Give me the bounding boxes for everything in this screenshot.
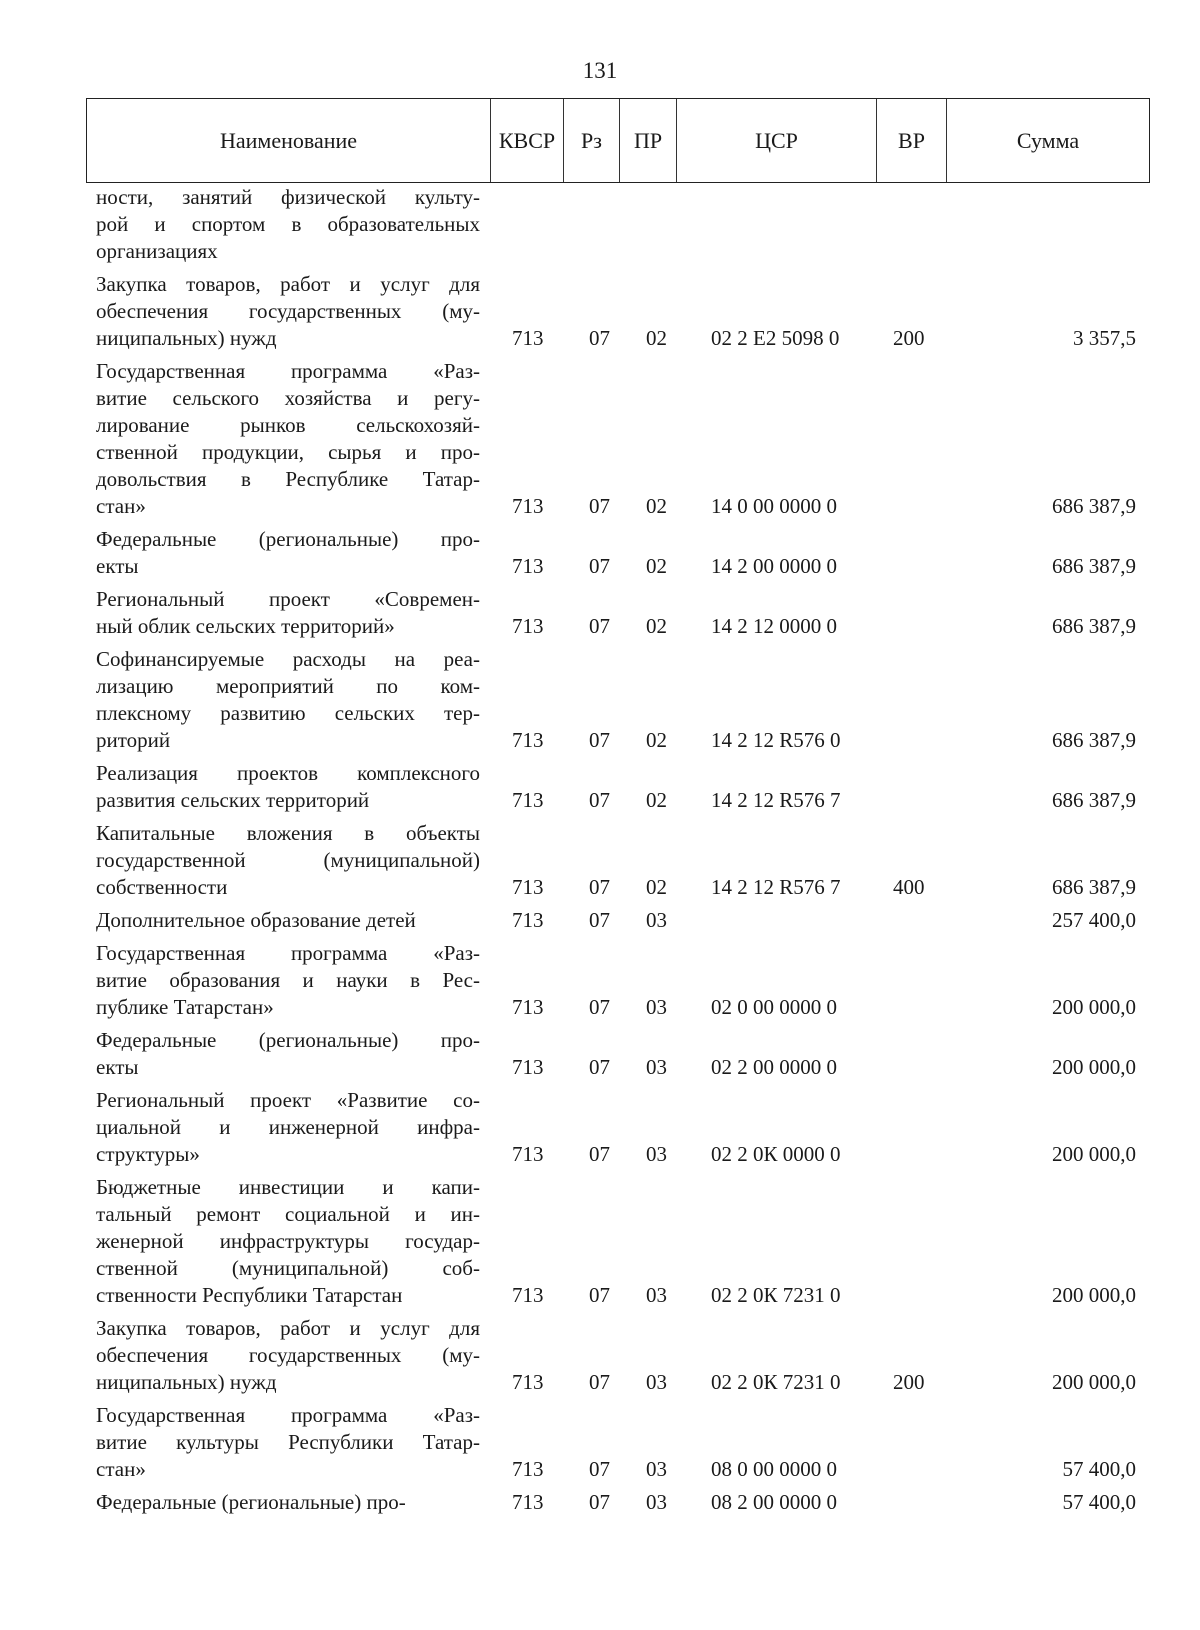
cell-sum: 200 000,0	[1052, 1283, 1136, 1307]
cell-pr: 03	[646, 1457, 667, 1481]
row-name-line: витие образования и науки в Рес-	[96, 968, 480, 992]
cell-csr: 14 2 12 R576 7	[711, 875, 841, 899]
cell-sum: 200 000,0	[1052, 1142, 1136, 1166]
cell-pr: 02	[646, 326, 667, 350]
row-name-line: довольствия в Республике Татар-	[96, 467, 480, 491]
cell-kvsr: 713	[512, 995, 544, 1019]
cell-rz: 07	[589, 1490, 610, 1514]
row-name-line: Государственная программа «Раз-	[96, 941, 480, 965]
cell-kvsr: 713	[512, 788, 544, 812]
row-name-line: Дополнительное образование детей	[96, 908, 416, 932]
cell-kvsr: 713	[512, 1142, 544, 1166]
cell-pr: 03	[646, 1142, 667, 1166]
row-name-line: Федеральные (региональные) про-	[96, 1028, 480, 1052]
cell-pr: 02	[646, 554, 667, 578]
cell-pr: 03	[646, 1055, 667, 1079]
column-header-rz: Рз	[564, 99, 620, 182]
table-row	[0, 1027, 1200, 1081]
cell-kvsr: 713	[512, 728, 544, 752]
table-row	[0, 526, 1200, 580]
table-row	[0, 646, 1200, 754]
row-codes	[0, 1282, 1200, 1309]
row-name-line: стан»	[96, 494, 146, 518]
cell-kvsr: 713	[512, 1283, 544, 1307]
row-name-line: стан»	[96, 1457, 146, 1481]
cell-sum: 200 000,0	[1052, 1370, 1136, 1394]
cell-kvsr: 713	[512, 875, 544, 899]
row-name-line: циальной и инженерной инфра-	[96, 1115, 480, 1139]
cell-kvsr: 713	[512, 1457, 544, 1481]
row-codes	[0, 787, 1200, 814]
table-row	[0, 586, 1200, 640]
row-name-line: ственной (муниципальной) соб-	[96, 1256, 480, 1280]
row-name-line: екты	[96, 1055, 139, 1079]
column-header-name: Наименование	[87, 99, 491, 182]
page-number: 131	[582, 58, 618, 83]
row-name-line: развития сельских территорий	[96, 788, 370, 812]
cell-rz: 07	[589, 995, 610, 1019]
cell-pr: 02	[646, 728, 667, 752]
cell-vr: 200	[893, 1370, 925, 1394]
row-name-line: рой и спортом в образовательных	[96, 212, 480, 236]
row-name-line: ниципальных) нужд	[96, 326, 277, 350]
row-name-line: екты	[96, 554, 139, 578]
cell-pr: 03	[646, 995, 667, 1019]
cell-pr: 02	[646, 875, 667, 899]
cell-sum: 686 387,9	[1052, 728, 1136, 752]
column-header-pr: ПР	[620, 99, 677, 182]
cell-csr: 02 2 0К 7231 0	[711, 1283, 841, 1307]
cell-vr: 400	[893, 875, 925, 899]
cell-sum: 200 000,0	[1052, 995, 1136, 1019]
table-row	[0, 1087, 1200, 1168]
row-codes	[0, 553, 1200, 580]
cell-kvsr: 713	[512, 614, 544, 638]
table-row	[0, 1402, 1200, 1483]
row-name-line: ственной продукции, сырья и про-	[96, 440, 480, 464]
cell-rz: 07	[589, 614, 610, 638]
cell-kvsr: 713	[512, 326, 544, 350]
row-name-line: Региональный проект «Развитие со-	[96, 1088, 480, 1112]
cell-sum: 686 387,9	[1052, 554, 1136, 578]
row-name-line: Государственная программа «Раз-	[96, 359, 480, 383]
row-name-line: государственной (муниципальной)	[96, 848, 480, 872]
cell-kvsr: 713	[512, 554, 544, 578]
column-header-vr: ВР	[877, 99, 947, 182]
cell-kvsr: 713	[512, 1370, 544, 1394]
cell-rz: 07	[589, 908, 610, 932]
cell-pr: 03	[646, 1283, 667, 1307]
row-codes	[0, 238, 1200, 265]
cell-csr: 02 2 E2 5098 0	[711, 326, 840, 350]
cell-csr: 08 0 00 0000 0	[711, 1457, 837, 1481]
table-row	[0, 271, 1200, 352]
row-name-line: Федеральные (региональные) про-	[96, 1490, 406, 1514]
cell-rz: 07	[589, 875, 610, 899]
cell-rz: 07	[589, 728, 610, 752]
cell-sum: 686 387,9	[1052, 614, 1136, 638]
table-row	[0, 184, 1200, 265]
cell-csr: 14 2 12 R576 0	[711, 728, 841, 752]
cell-pr: 02	[646, 494, 667, 518]
table-body	[0, 184, 1200, 1522]
row-name-line: собственности	[96, 875, 228, 899]
cell-csr: 02 2 0К 7231 0	[711, 1370, 841, 1394]
table-row	[0, 1315, 1200, 1396]
row-name-line: ниципальных) нужд	[96, 1370, 277, 1394]
cell-rz: 07	[589, 326, 610, 350]
row-name-line: Закупка товаров, работ и услуг для	[96, 1316, 480, 1340]
cell-csr: 02 2 0К 0000 0	[711, 1142, 841, 1166]
row-name-line: обеспечения государственных (му-	[96, 299, 480, 323]
row-name-line: риторий	[96, 728, 171, 752]
row-codes	[0, 1489, 1200, 1516]
row-name-line: Региональный проект «Современ-	[96, 587, 480, 611]
row-name-line: женерной инфраструктуры государ-	[96, 1229, 480, 1253]
table-row	[0, 760, 1200, 814]
cell-kvsr: 713	[512, 1490, 544, 1514]
cell-sum: 686 387,9	[1052, 788, 1136, 812]
table-header	[86, 98, 1150, 183]
row-codes	[0, 493, 1200, 520]
cell-csr: 14 2 12 R576 7	[711, 788, 841, 812]
cell-sum: 200 000,0	[1052, 1055, 1136, 1079]
row-codes	[0, 907, 1200, 934]
row-name-line: витие культуры Республики Татар-	[96, 1430, 480, 1454]
row-name-line: Бюджетные инвестиции и капи-	[96, 1175, 480, 1199]
cell-sum: 57 400,0	[1062, 1457, 1136, 1481]
cell-rz: 07	[589, 1055, 610, 1079]
cell-kvsr: 713	[512, 494, 544, 518]
cell-csr: 02 0 00 0000 0	[711, 995, 837, 1019]
cell-pr: 03	[646, 1490, 667, 1514]
row-name-line: лирование рынков сельскохозяй-	[96, 413, 480, 437]
row-name-line: Реализация проектов комплексного	[96, 761, 480, 785]
row-name-line: Федеральные (региональные) про-	[96, 527, 480, 551]
cell-sum: 686 387,9	[1052, 494, 1136, 518]
cell-sum: 57 400,0	[1062, 1490, 1136, 1514]
cell-rz: 07	[589, 1142, 610, 1166]
cell-pr: 03	[646, 1370, 667, 1394]
row-codes	[0, 1456, 1200, 1483]
row-codes	[0, 994, 1200, 1021]
table-row	[0, 358, 1200, 520]
row-name-line: обеспечения государственных (му-	[96, 1343, 480, 1367]
cell-csr: 14 2 12 0000 0	[711, 614, 837, 638]
cell-rz: 07	[589, 554, 610, 578]
cell-csr: 08 2 00 0000 0	[711, 1490, 837, 1514]
row-name-line: Государственная программа «Раз-	[96, 1403, 480, 1427]
row-name-line: структуры»	[96, 1142, 200, 1166]
cell-vr: 200	[893, 326, 925, 350]
cell-rz: 07	[589, 1283, 610, 1307]
row-name-line: лизацию мероприятий по ком-	[96, 674, 480, 698]
row-name-line: витие сельского хозяйства и регу-	[96, 386, 480, 410]
cell-pr: 03	[646, 908, 667, 932]
cell-rz: 07	[589, 788, 610, 812]
row-codes	[0, 325, 1200, 352]
row-name-line: организациях	[96, 239, 218, 263]
row-name-line: Капитальные вложения в объекты	[96, 821, 480, 845]
column-header-sum: Сумма	[1016, 127, 1080, 153]
table-row	[0, 820, 1200, 901]
cell-rz: 07	[589, 1370, 610, 1394]
row-name-line: Софинансируемые расходы на реа-	[96, 647, 480, 671]
row-name-line: плексному развитию сельских тер-	[96, 701, 480, 725]
row-name-line: тальный ремонт социальной и ин-	[96, 1202, 480, 1226]
cell-sum: 686 387,9	[1052, 875, 1136, 899]
cell-kvsr: 713	[512, 908, 544, 932]
cell-pr: 02	[646, 614, 667, 638]
cell-rz: 07	[589, 1457, 610, 1481]
column-header-csr: ЦСР	[677, 99, 877, 182]
cell-kvsr: 713	[512, 1055, 544, 1079]
table-row	[0, 940, 1200, 1021]
row-codes	[0, 1141, 1200, 1168]
row-name-line: Закупка товаров, работ и услуг для	[96, 272, 480, 296]
cell-sum: 3 357,5	[1073, 326, 1136, 350]
table-row	[0, 907, 1200, 934]
row-codes	[0, 727, 1200, 754]
row-codes	[0, 874, 1200, 901]
row-codes	[0, 613, 1200, 640]
table-row	[0, 1174, 1200, 1309]
column-header-kvsr: КВСР	[491, 99, 564, 182]
row-name-line: ный облик сельских территорий»	[96, 614, 395, 638]
row-codes	[0, 1054, 1200, 1081]
cell-sum: 257 400,0	[1052, 908, 1136, 932]
row-name-line: ственности Республики Татарстан	[96, 1283, 403, 1307]
cell-csr: 14 2 00 0000 0	[711, 554, 837, 578]
table-row	[0, 1489, 1200, 1516]
cell-rz: 07	[589, 494, 610, 518]
cell-pr: 02	[646, 788, 667, 812]
cell-csr: 02 2 00 0000 0	[711, 1055, 837, 1079]
cell-csr: 14 0 00 0000 0	[711, 494, 837, 518]
row-codes	[0, 1369, 1200, 1396]
row-name-line: ности, занятий физической культу-	[96, 185, 480, 209]
row-name-line: публике Татарстан»	[96, 995, 274, 1019]
